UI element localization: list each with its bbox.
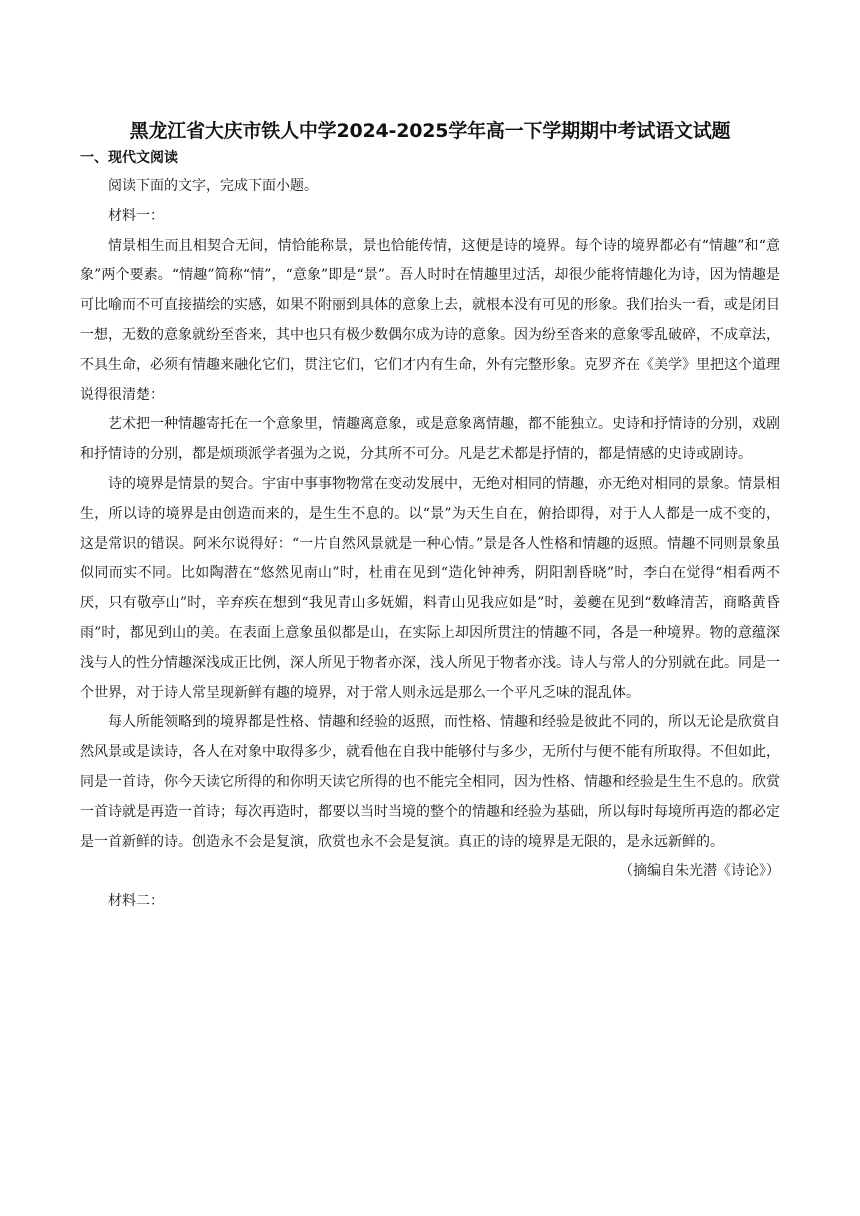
paragraph: 情景相生而且相契合无间，情恰能称景，景也恰能传情，这便是诗的境界。每个诗的境界都必有“情趣”和“意象”两个要素。“情趣”简称“情”，“意象”即是“景”。吾人时时在情趣里过活，却很少能将情趣化为诗，因为情趣是可比喻而不可直接描绘的实感，如果不附丽到具体的意象上去，就根本没有可见的形象。我们抬头一看，或是闭目一想，无数的意象就纷至沓来，其中也只有极少数偶尔成为诗的意象。因为纷至沓来的意象零乱破碎，不成章法，不具生命，必须有情趣来融化它们，贯注它们，它们才内有生命，外有完整形象。克罗齐在《美学》里把这个道理说得很清楚：	[80, 237, 780, 403]
paragraph: 诗的境界是情景的契合。宇宙中事事物物常在变动发展中，无绝对相同的情趣，亦无绝对相同的景象。情景相生，所以诗的境界是由创造而来的，是生生不息的。以“景”为天生自在，俯拾即得，对于人人都是一成不变的，这是常识的错误。阿米尔说得好：“一片自然风景就是一种心情。”景是各人性格和情趣的返照。情趣不同则景象虽似同而实不同。比如陶潜在“悠然见南山”时，杜甫在见到“造化钟神秀，阴阳割昏晓”时，李白在觉得“相看两不厌，只有敬亭山”时，辛弃疾在想到“我见青山多妩媚，料青山见我应如是”时，姜夔在见到“数峰清苦，商略黄昏雨”时，都见到山的美。在表面上意象虽似都是山，在实际上却因所贯注的情趣不同，各是一种境界。物的意蕴深浅与人的性分情趣深浅成正比例，深人所见于物者亦深，浅人所见于物者亦浅。诗人与常人的分别就在此。同是一个世界，对于诗人常呈现新鲜有趣的境界，对于常人则永远是那么一个平凡乏味的混乱体。	[80, 475, 780, 701]
section-heading: 一、现代文阅读	[80, 150, 178, 166]
material-label: 材料一：	[108, 207, 164, 224]
document-title: 黑龙江省大庆市铁人中学2024-2025学年高一下学期期中考试语文试题	[129, 120, 731, 142]
quoted-paragraph: 艺术把一种情趣寄托在一个意象里，情趣离意象，或是意象离情趣，都不能独立。史诗和抒情诗的分别，戏剧和抒情诗的分别，都是烦琐派学者强为之说，分其所不可分。凡是艺术都是抒情的，都是情感的史诗或剧诗。	[80, 416, 780, 463]
source-citation: （摘编自朱光潜《诗论》）	[619, 863, 780, 880]
instruction-text: 阅读下面的文字，完成下面小题。	[108, 178, 318, 194]
material-label: 材料二：	[108, 893, 164, 910]
paragraph: 每人所能领略到的境界都是性格、情趣和经验的返照，而性格、情趣和经验是彼此不同的，所以无论是欣赏自然风景或是读诗，各人在对象中取得多少，就看他在自我中能够付与多少，无所付与便不能有所取得。不但如此，同是一首诗，你今天读它所得的和你明天读它所得的也不能完全相同，因为性格、情趣和经验是生生不息的。欣赏一首诗就是再造一首诗；每次再造时，都要以当时当境的整个的情趣和经验为基础，所以每时每境所再造的都必定是一首新鲜的诗。创造永不会是复演，欣赏也永不会是复演。真正的诗的境界是无限的，是永远新鲜的。	[80, 714, 780, 850]
